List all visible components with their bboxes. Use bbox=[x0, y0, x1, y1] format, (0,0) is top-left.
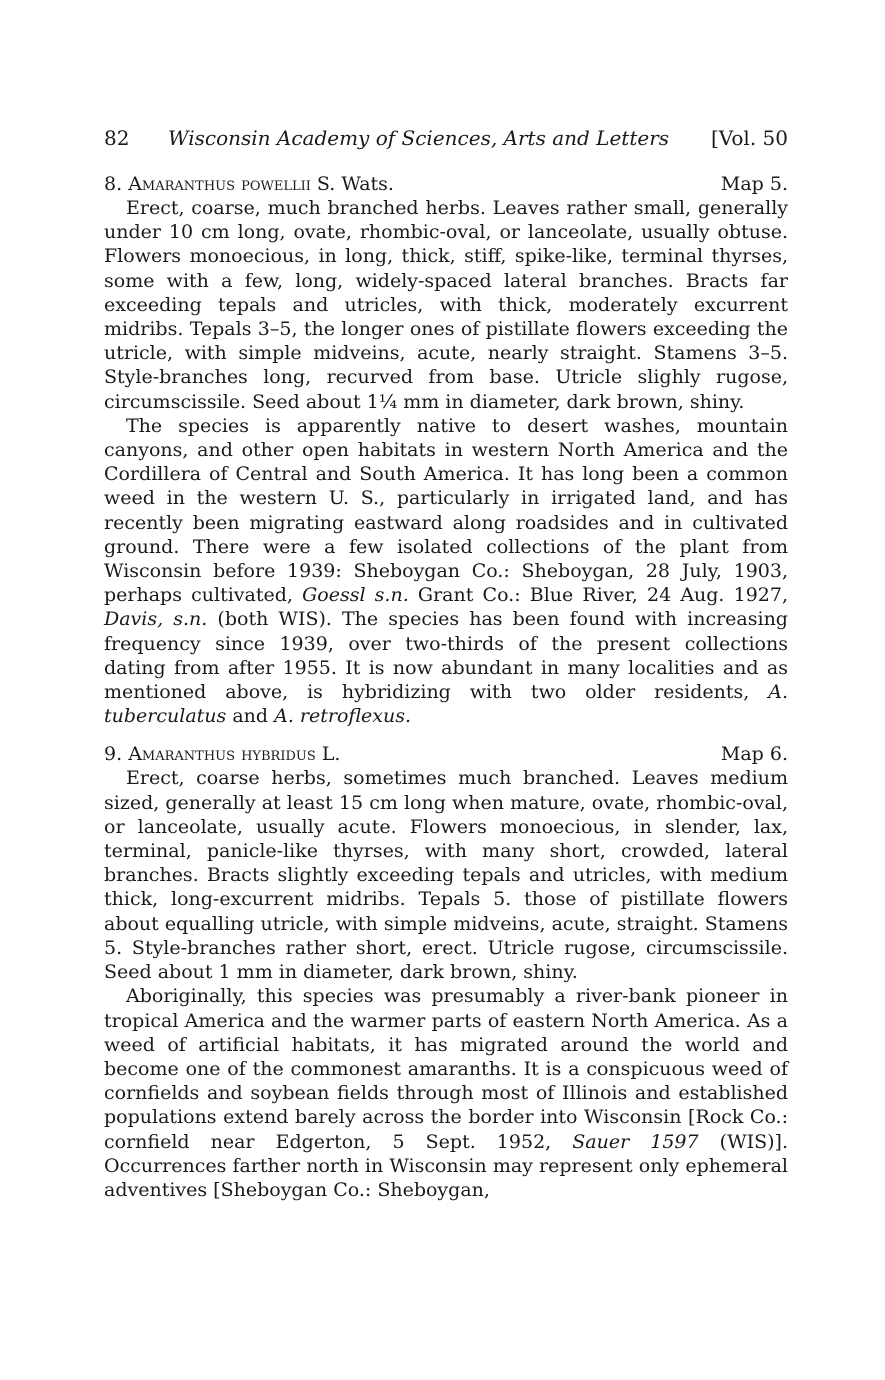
running-head bbox=[104, 118, 788, 158]
species-epithet: hybridus bbox=[241, 743, 316, 766]
species-author: S. Wats. bbox=[316, 173, 394, 195]
species-epithet: powellii bbox=[241, 173, 311, 195]
species-genus: Amaranthus bbox=[128, 173, 236, 195]
volume-label: [Vol. 50 bbox=[710, 126, 788, 150]
map-reference: Map 6. bbox=[720, 743, 788, 766]
species-discussion: The species is apparently native to desert washes, mountain canyons, and other open habitats in western North America and the Cordillera of Central and South America. It has long been a common weed in the western U. S., particularly in irrigated land, and has recently been migrating eastward along roadsides and in cultivated ground. There were a few isolated collections of the plant from Wisconsin before 1939: Sheboygan Co.: Sheboygan, 28 July, 1903, perhaps cultivated, Goessl s.n. Grant Co.: Blue River, 24 Aug. 1927, Davis, s.n. (both WIS). The species has been found with increasing frequency since 1939, over two-thirds of the present collections dating from after 1955. It is now abundant in many localities and as mentioned above, is hybridizing with two older residents, A. tuberculatus and A. retroflexus. bbox=[104, 414, 789, 728]
map-reference: Map 5. bbox=[720, 173, 788, 195]
page-number: 82 bbox=[104, 126, 130, 150]
species-description: Erect, coarse herbs, sometimes much branched. Leaves medium sized, generally at least 15 cm long when mature, ovate, rhombic-oval, or lanceolate, usually acute. Flowers monoecious, in slender, lax, terminal, panicle-like thyrses, with many short, crowded, lateral branches. Bracts slightly exceeding tepals and utricles, with medium thick, long-excurrent midribs. Tepals 5. those of pistillate flowers about equalling utricle, with simple midveins, acute, straight. Stamens 5. Style-branches rather short, erect. Utricle rugose, circumscissile. Seed about 1 mm in diameter, dark brown, shiny. bbox=[104, 767, 788, 984]
species-description: Erect, coarse, much branched herbs. Leaves rather small, generally under 10 cm long, ovate, rhombic-oval, or lanceolate, usually obtuse. Flowers monoecious, in long, thick, stiff, spike-like, terminal thyrses, some with a few, long, widely-spaced lateral branches. Bracts far exceeding tepals and utricles, with thick, moderately excurrent midribs. Tepals 3–5, the longer ones of pistillate flowers exceeding the utricle, with simple midveins, acute, nearly straight. Stamens 3–5. Style-branches long, recurved from base. Utricle slighly rugose, circumscissile. Seed about 1¼ mm in diameter, dark brown, shiny. bbox=[104, 197, 788, 413]
species-heading bbox=[104, 172, 788, 196]
species-heading bbox=[104, 742, 788, 766]
collector-citation: Davis, s.n. bbox=[104, 608, 208, 631]
page bbox=[104, 118, 788, 1202]
species-genus: Amaranthus bbox=[128, 743, 236, 766]
species-number: 8. bbox=[104, 173, 123, 195]
taxon-name: A. tuberculatus bbox=[104, 681, 788, 728]
species-discussion: Aboriginally, this species was presumably a river-bank pioneer in tropical America and the warmer parts of eastern North America. As a weed of artificial habitats, it has migrated around the world and become one of the commonest amaranths. It is a conspicuous weed of cornfields and soybean fields through most of Illinois and established populations extend barely across the border into Wisconsin [Rock Co.: cornfield near Edgerton, 5 Sept. 1952, Sauer 1597 (WIS)]. Occurrences farther north in Wisconsin may represent only ephemeral adventives [Sheboygan Co.: Sheboygan, bbox=[104, 985, 788, 1201]
species-number: 9. bbox=[104, 743, 123, 766]
collector-citation: Sauer 1597 bbox=[572, 1130, 699, 1153]
taxon-name: A. retroflexus. bbox=[274, 705, 412, 728]
species-author: L. bbox=[321, 743, 341, 766]
journal-title: Wisconsin Academy of Sciences, Arts and Letters bbox=[168, 126, 670, 150]
collector-citation: Goessl s.n. bbox=[302, 584, 409, 607]
